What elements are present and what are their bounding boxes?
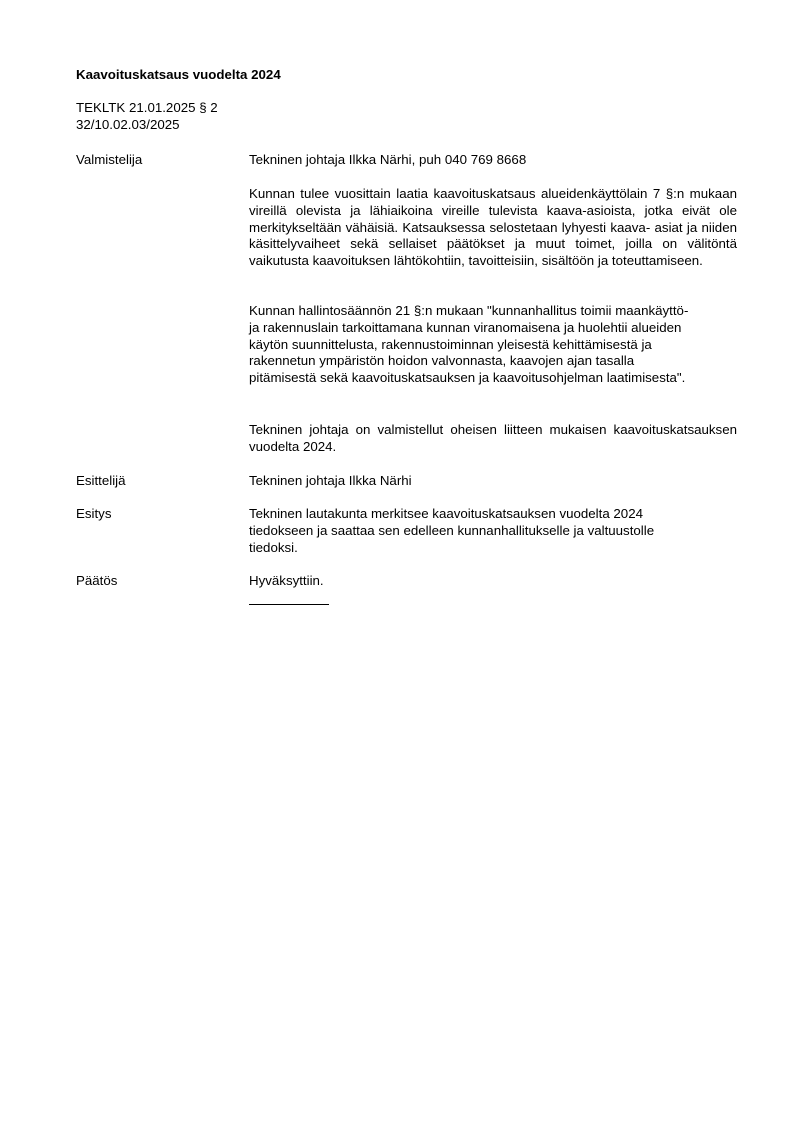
presenter-text: Tekninen johtaja Ilkka Närhi bbox=[249, 473, 412, 488]
signature-line bbox=[249, 604, 329, 605]
label-esitys: Esitys bbox=[76, 506, 112, 521]
paragraph-administrative-rule bbox=[249, 303, 737, 387]
paragraph-line: Kunnan hallintosäännön 21 §:n mukaan "kunnanhallitus toimii maankäyttö- bbox=[249, 303, 689, 318]
meeting-reference: TEKLTK 21.01.2025 § 2 bbox=[76, 100, 218, 115]
proposal-line: tiedoksi. bbox=[249, 539, 298, 555]
decision-text: Hyväksyttiin. bbox=[249, 573, 324, 588]
paragraph-line: pitämisestä sekä kaavoituskatsauksen ja kaavoitusohjelman laatimisesta". bbox=[249, 370, 686, 386]
case-reference: 32/10.02.03/2025 bbox=[76, 116, 180, 132]
label-paatos: Päätös bbox=[76, 573, 118, 588]
label-esittelija: Esittelijä bbox=[76, 473, 126, 488]
paragraph-line: ja rakennuslain tarkoittamana kunnan viranomaisena ja huolehtii alueiden bbox=[249, 319, 682, 335]
label-valmistelija: Valmistelija bbox=[76, 152, 143, 167]
paragraph-preparation-statement: Tekninen johtaja on valmistellut oheisen liitteen mukaisen kaavoituskatsauksen vuodelta 2024. bbox=[249, 422, 737, 454]
paragraph-planning-review: Kunnan tulee vuosittain laatia kaavoituskatsaus alueidenkäyttölain 7 §:n mukaan vireillä olevista ja lähiaikoina vireille tulevista kaava-asioista, jotka eivät ole merkitykseltään vähäisiä. Katsauksessa selostetaan lyhyesti kaava- asiat ja niiden käsittelyvaiheet sekä sellaiset päätökset ja muut toimet, joilla on välitöntä vaikutusta kaavoituksen lähtökohtiin, tavoitteisiin, sisältöön ja toteuttamiseen. bbox=[249, 186, 737, 269]
proposal-line: Tekninen lautakunta merkitsee kaavoituskatsauksen vuodelta 2024 bbox=[249, 506, 643, 521]
proposal-text bbox=[249, 506, 737, 556]
document-title: Kaavoituskatsaus vuodelta 2024 bbox=[76, 67, 281, 82]
paragraph-line: rakennetun ympäristön hoidon valvonnasta, kaavojen ajan tasalla bbox=[249, 353, 635, 369]
reference-block bbox=[76, 100, 218, 134]
preparer-text: Tekninen johtaja Ilkka Närhi, puh 040 769 8668 bbox=[249, 152, 527, 167]
paragraph-line: käytön suunnittelusta, rakennustoiminnan yleisestä kehittämisestä ja bbox=[249, 336, 652, 352]
proposal-line: tiedokseen ja saattaa sen edelleen kunnanhallitukselle ja valtuustolle bbox=[249, 522, 655, 538]
